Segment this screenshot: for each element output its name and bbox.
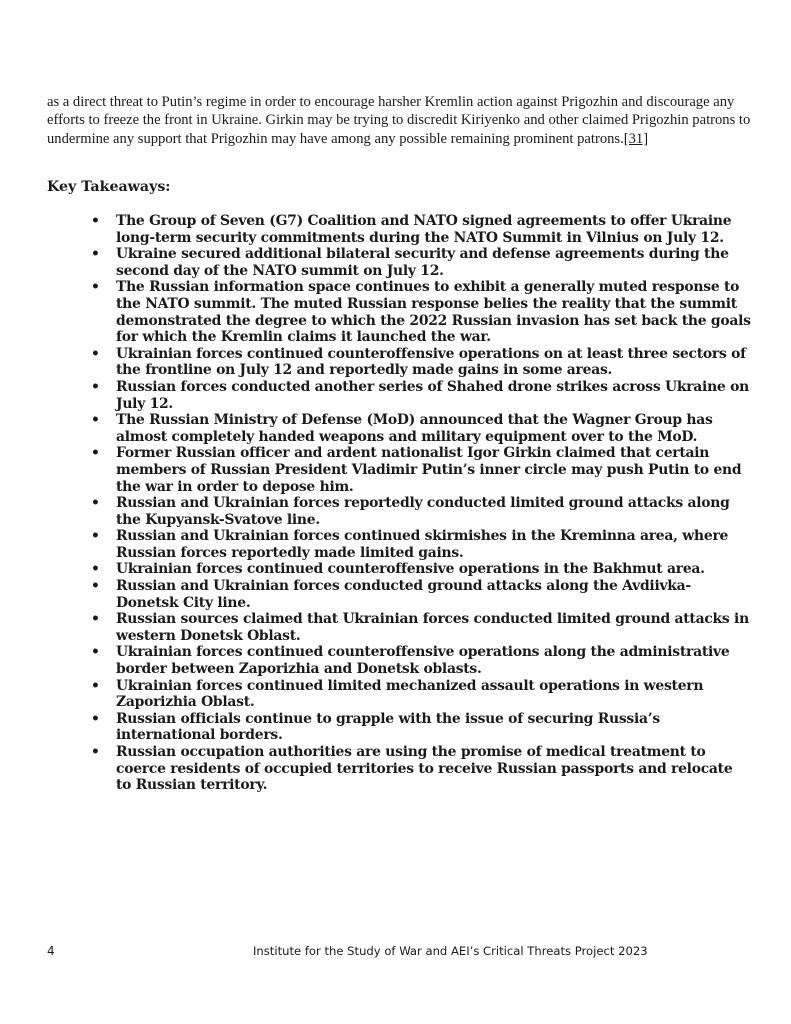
takeaway-item — [91, 213, 751, 246]
takeaway-item — [91, 578, 751, 611]
takeaway-text: Ukraine secured additional bilateral security and defense agreements during the second day of the NATO summit on July 12. — [116, 246, 729, 279]
citation-link[interactable]: [31] — [623, 130, 649, 147]
takeaway-item — [91, 711, 751, 744]
bullet-icon: • — [91, 644, 100, 661]
key-takeaways-heading: Key Takeaways: — [47, 179, 171, 195]
takeaway-text: Russian sources claimed that Ukrainian forces conducted limited ground attacks in western Donetsk Oblast. — [116, 611, 749, 644]
bullet-icon: • — [91, 412, 100, 429]
takeaway-text: Russian and Ukrainian forces conducted ground attacks along the Avdiivka-Donetsk City line. — [116, 578, 691, 611]
takeaway-item — [91, 379, 751, 412]
takeaway-text: Russian and Ukrainian forces continued skirmishes in the Kreminna area, where Russian forces reportedly made limited gains. — [116, 528, 729, 561]
bullet-icon: • — [91, 677, 100, 694]
takeaway-item — [91, 346, 751, 379]
bullet-icon: • — [91, 213, 100, 229]
bullet-icon: • — [91, 611, 100, 628]
takeaway-item — [91, 678, 751, 711]
takeaway-item — [91, 644, 751, 677]
key-takeaways-list — [91, 213, 751, 794]
takeaway-item — [91, 445, 751, 495]
takeaway-item — [91, 744, 751, 794]
takeaway-item — [91, 561, 751, 578]
bullet-icon: • — [91, 578, 100, 595]
bullet-icon: • — [91, 345, 100, 362]
bullet-icon: • — [91, 561, 100, 578]
takeaway-item — [91, 412, 751, 445]
takeaway-item — [91, 246, 751, 279]
takeaway-text: Russian forces conducted another series of Shahed drone strikes across Ukraine on July 12. — [116, 378, 749, 412]
takeaway-text: Ukrainian forces continued counteroffensive operations on at least three sectors of the frontline on July 12 and reportedly made gains in some areas. — [116, 345, 746, 379]
takeaway-text: Ukrainian forces continued counteroffensive operations along the administrative border between Zaporizhia and Donetsk oblasts. — [116, 644, 730, 678]
takeaway-text: The Group of Seven (G7) Coalition and NATO signed agreements to offer Ukraine long-term security commitments during the NATO Summit in Vilnius on July 12. — [116, 213, 732, 246]
bullet-icon: • — [91, 445, 100, 462]
takeaway-text: Russian and Ukrainian forces reportedly conducted limited ground attacks along the Kupyansk-Svatove line. — [116, 495, 730, 528]
takeaway-text: Ukrainian forces continued counteroffensive operations in the Bakhmut area. — [116, 561, 705, 578]
bullet-icon: • — [91, 246, 100, 263]
bullet-icon: • — [91, 378, 100, 395]
takeaway-text: Russian officials continue to grapple with the issue of securing Russia’s international borders. — [116, 710, 660, 744]
takeaway-text: The Russian Ministry of Defense (MoD) announced that the Wagner Group has almost completely handed weapons and military equipment over to the MoD. — [116, 412, 713, 445]
page-number: 4 — [47, 944, 55, 958]
takeaway-text: The Russian information space continues to exhibit a generally muted response to the NATO summit. The muted Russian response belies the reality that the summit demonstrated the degree to which the 2022 Russian invasion has set back the goals for which the Kremlin claims it launched the war. — [116, 279, 751, 346]
takeaway-item — [91, 611, 751, 644]
bullet-icon: • — [91, 495, 100, 512]
takeaway-item — [91, 495, 751, 528]
bullet-icon: • — [91, 710, 100, 727]
takeaway-item — [91, 279, 751, 345]
intro-text: as a direct threat to Putin’s regime in order to encourage harsher Kremlin action against Prigozhin and discourage any efforts to freeze the front in Ukraine. Girkin may be trying to discredit Kiriyenko and other claimed Prigozhin patrons to undermine any support that Prigozhin may have among any possible remaining prominent patrons. — [47, 94, 751, 147]
footer-text: Institute for the Study of War and AEI’s Critical Threats Project 2023 — [253, 944, 648, 958]
takeaway-text: Former Russian officer and ardent nationalist Igor Girkin claimed that certain members of Russian President Vladimir Putin’s inner circle may push Putin to end the war in order to depose him. — [116, 445, 742, 495]
bullet-icon: • — [91, 744, 100, 760]
bullet-icon: • — [91, 528, 100, 545]
bullet-icon: • — [91, 279, 100, 296]
page-footer — [0, 941, 791, 961]
intro-paragraph — [47, 93, 752, 148]
takeaway-text: Russian occupation authorities are using the promise of medical treatment to coerce residents of occupied territories to receive Russian passports and relocate to Russian territory. — [116, 744, 733, 794]
takeaway-text: Ukrainian forces continued limited mechanized assault operations in western Zaporizhia Oblast. — [116, 677, 704, 711]
takeaway-item — [91, 528, 751, 561]
